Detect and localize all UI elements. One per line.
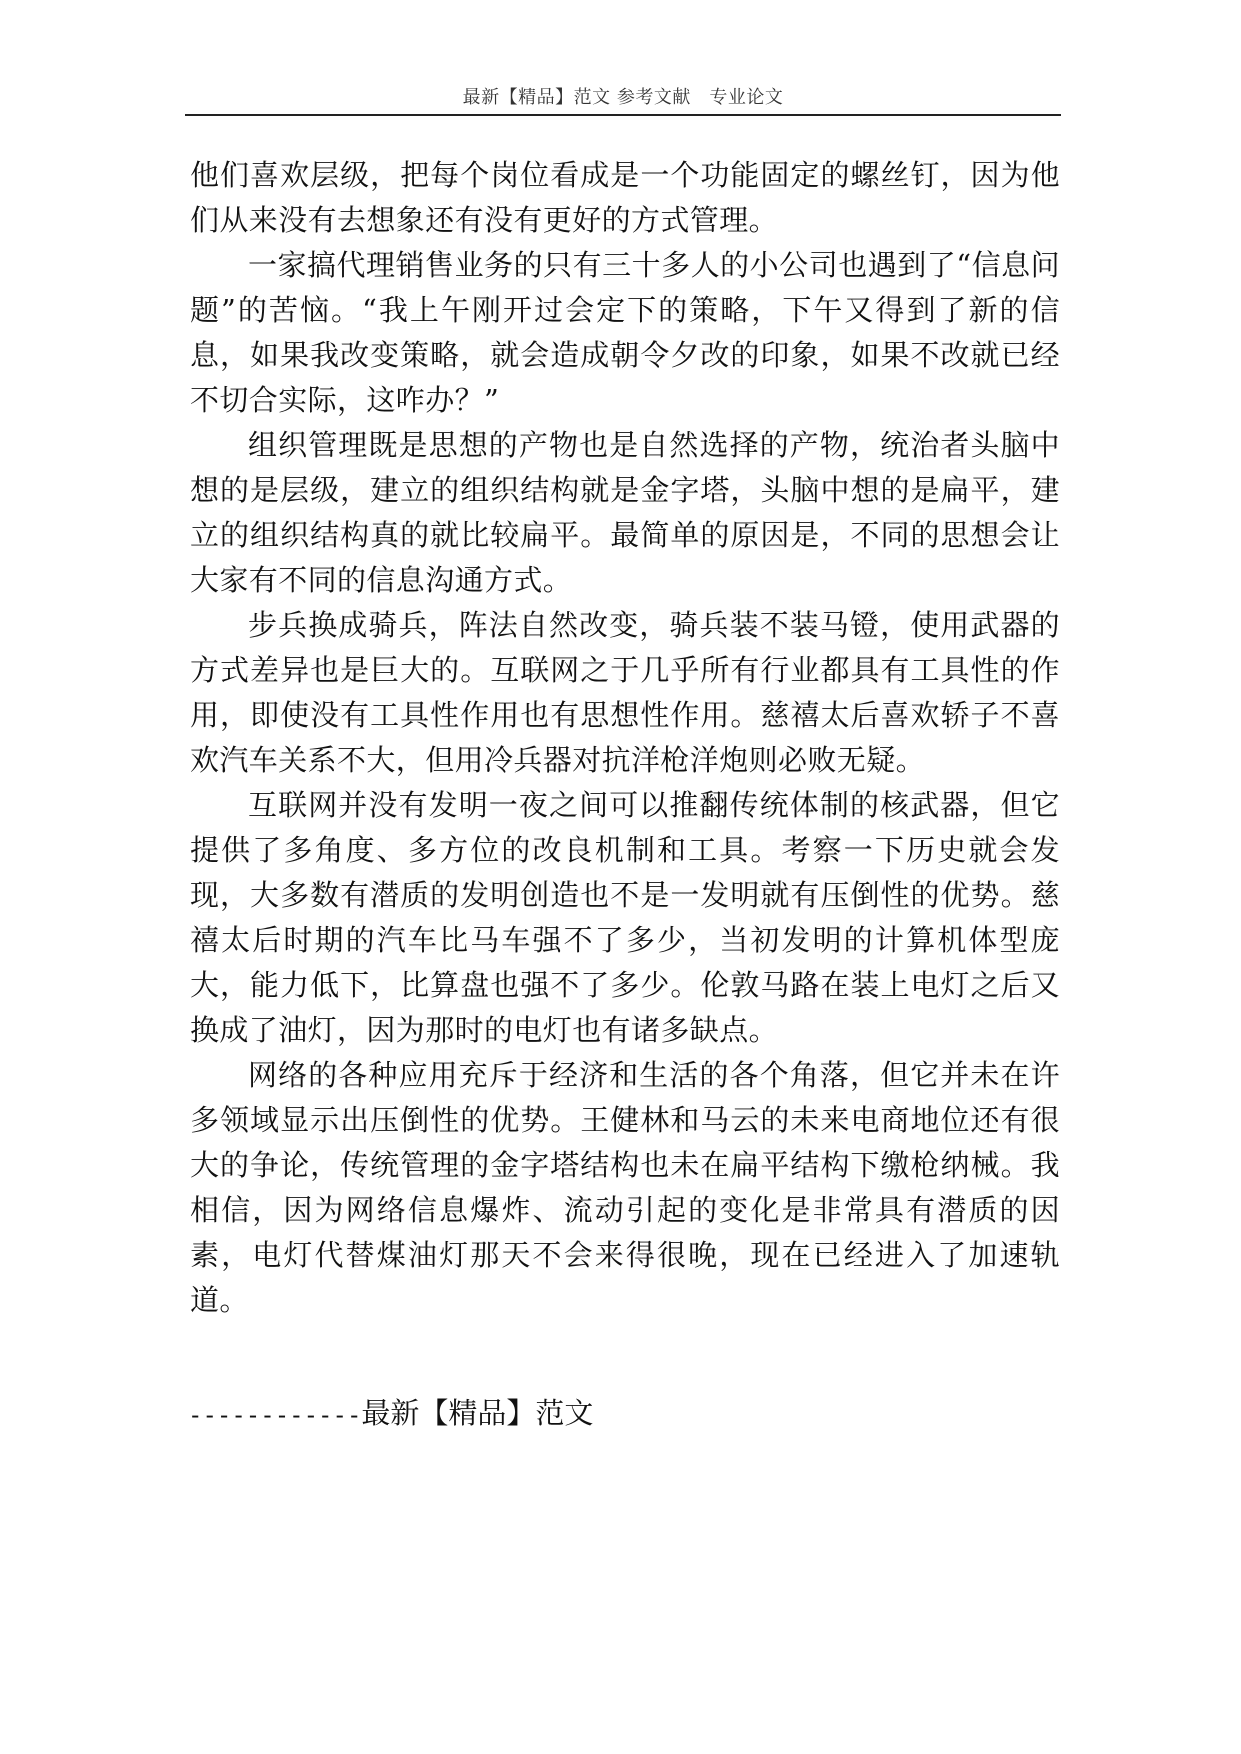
paragraph: 网络的各种应用充斥于经济和生活的各个角落，但它并未在许多领域显示出压倒性的优势。王健林和马云的未来电商地位还有很大的争论，传统管理的金字塔结构也未在扁平结构下缴枪纳械。我相信，因为网络信息爆炸、流动引起的变化是非常具有潜质的因素，电灯代替煤油灯那天不会来得很晚，现在已经进入了加速轨道。 [190,1058,1060,1317]
header-divider [185,114,1061,116]
paragraph: 他们喜欢层级，把每个岗位看成是一个功能固定的螺丝钉，因为他们从来没有去想象还有没有更好的方式管理。 [190,158,1060,237]
paragraph: 步兵换成骑兵，阵法自然改变，骑兵装不装马镫，使用武器的方式差异也是巨大的。互联网之于几乎所有行业都具有工具性的作用，即使没有工具性作用也有思想性作用。慈禧太后喜欢轿子不喜欢汽车关系不大，但用冷兵器对抗洋枪洋炮则必败无疑。 [190,608,1060,777]
footer-text: 最新【精品】范文 [361,1396,594,1430]
page-footer [188,1393,593,1435]
paragraph: 组织管理既是思想的产物也是自然选择的产物，统治者头脑中想的是层级，建立的组织结构就是金字塔，头脑中想的是扁平，建立的组织结构真的就比较扁平。最简单的原因是，不同的思想会让大家有不同的信息沟通方式。 [190,428,1060,597]
document-body [190,153,1060,1323]
footer-dashes: ------------ [188,1401,362,1429]
page-header: 最新【精品】范文 参考文献 专业论文 [462,87,784,108]
paragraph: 互联网并没有发明一夜之间可以推翻传统体制的核武器，但它提供了多角度、多方位的改良机制和工具。考察一下历史就会发现，大多数有潜质的发明创造也不是一发明就有压倒性的优势。慈禧太后时期的汽车比马车强不了多少，当初发明的计算机体型庞大，能力低下，比算盘也强不了多少。伦敦马路在装上电灯之后又换成了油灯，因为那时的电灯也有诸多缺点。 [190,788,1060,1047]
paragraph: 一家搞代理销售业务的只有三十多人的小公司也遇到了“信息问题”的苦恼。“我上午刚开过会定下的策略，下午又得到了新的信息，如果我改变策略，就会造成朝令夕改的印象，如果不改就已经不切合实际，这咋办？” [190,248,1060,417]
